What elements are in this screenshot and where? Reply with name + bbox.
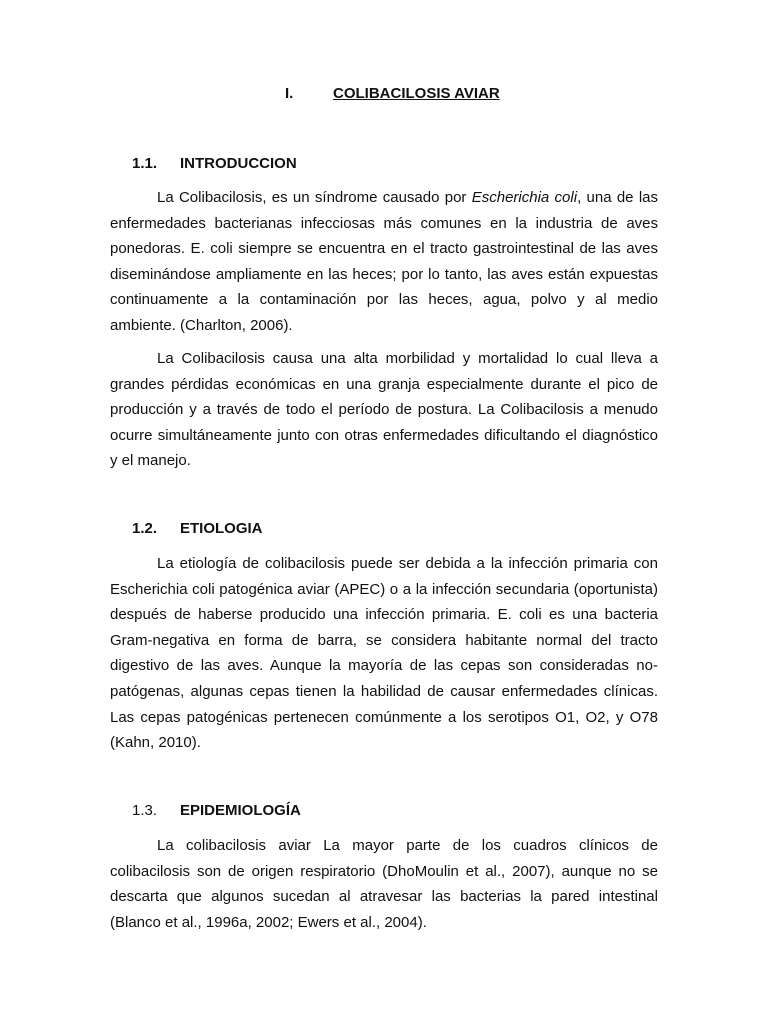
section-number: 1.2.	[132, 520, 158, 537]
section-heading-etiologia	[132, 519, 263, 539]
paragraph-text: , una de las enfermedades bacterianas infecciosas más comunes en la industria de aves ponedoras. E. coli siempre se encuentra en el tracto gastrointestinal de las aves diseminándose ampliamente en las heces; por lo tanto, las aves están expuestas continuamente a la contaminación por las heces, agua, polvo y al medio ambiente. (Charlton, 2006).	[110, 189, 658, 334]
paragraph-text: La Colibacilosis, es un síndrome causado por	[157, 189, 472, 206]
section-number: 1.1.	[132, 155, 158, 172]
chapter-title-text: COLIBACILOSIS AVIAR	[333, 85, 500, 102]
section-title: ETIOLOGIA	[180, 520, 263, 537]
section-title: EPIDEMIOLOGÍA	[180, 802, 301, 819]
chapter-number: I.	[285, 85, 294, 102]
section-title: INTRODUCCION	[180, 155, 297, 172]
paragraph-etiologia: La etiología de colibacilosis puede ser debida a la infección primaria con Escherichia coli patogénica aviar (APEC) o a la infección secundaria (oportunista) después de haberse producido una infección primaria. E. coli es una bacteria Gram-negativa en forma de barra, se considera habitante normal del tracto digestivo de las aves. Aunque la mayoría de las cepas son consideradas no-patógenas, algunas cepas tienen la habilidad de causar enfermedades clínicas. Las cepas patogénicas pertenecen comúnmente a los serotipos O1, O2, y O78 (Kahn, 2010).	[110, 555, 658, 752]
chapter-title	[285, 84, 500, 104]
paragraph-introduccion-2: La Colibacilosis causa una alta morbilidad y mortalidad lo cual lleva a grandes pérdidas económicas en una granja especialmente durante el pico de producción y a través de todo el período de postura. La Colibacilosis a menudo ocurre simultáneamente junto con otras enfermedades dificultando el diagnóstico y el manejo.	[110, 350, 658, 470]
paragraph-epidemiologia: La colibacilosis aviar La mayor parte de los cuadros clínicos de colibacilosis son de origen respiratorio (DhoMoulin et al., 2007), aunque no se descarta que algunos sucedan al atravesar las bacterias la pared intestinal (Blanco et al., 1996a, 2002; Ewers et al., 2004).	[110, 837, 658, 931]
section-number: 1.3.	[132, 802, 158, 819]
species-name-italic: Escherichia coli	[471, 189, 578, 206]
section-heading-introduccion	[132, 154, 297, 174]
paragraph-introduccion-1	[110, 185, 658, 339]
section-heading-epidemiologia	[132, 801, 301, 821]
